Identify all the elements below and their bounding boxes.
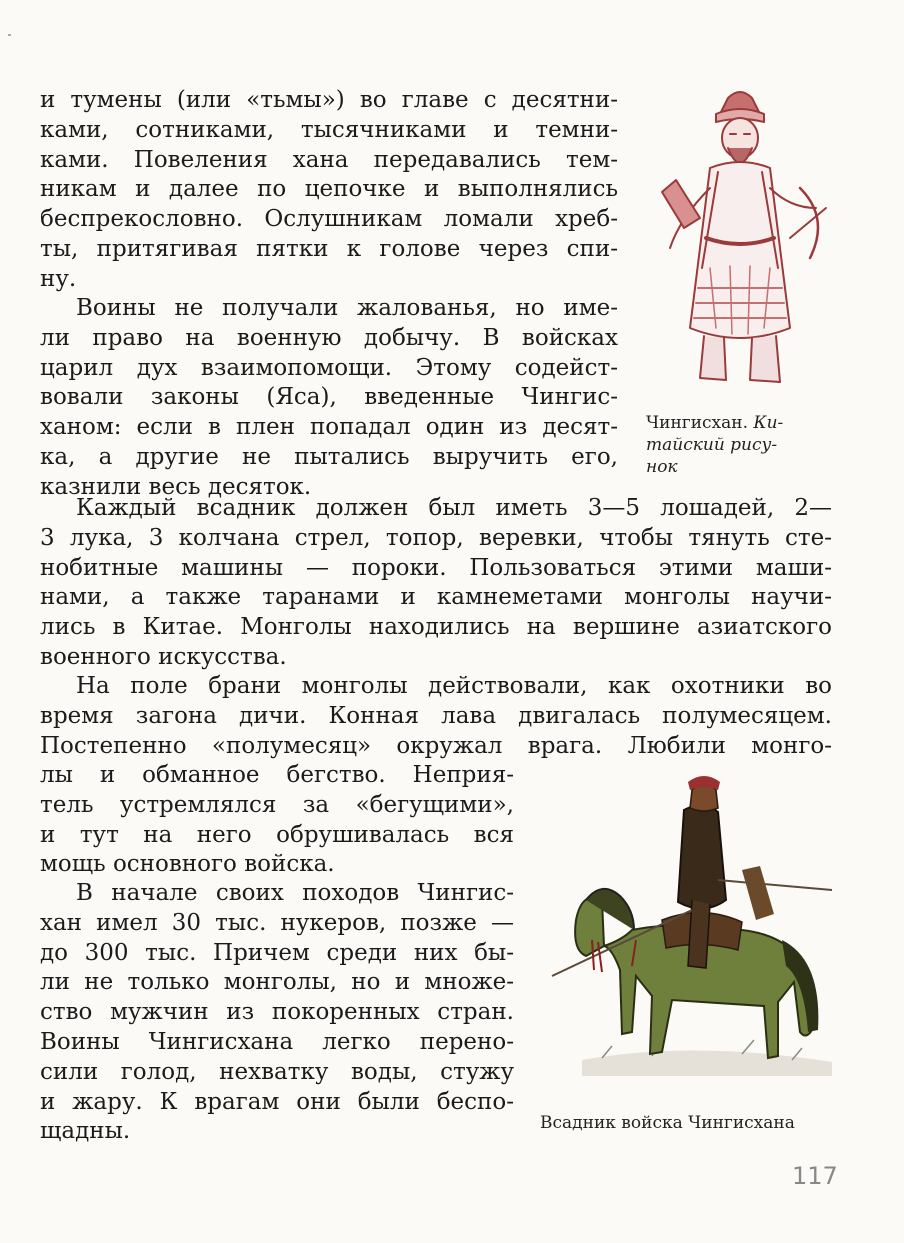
text-line: и тут на него обрушивалась вся xyxy=(40,821,514,848)
text-line: ли не только монголы, но и множе- xyxy=(40,969,514,996)
text-line: хан имел 30 тыс. нукеров, позже — xyxy=(40,909,514,936)
text-line: ханом: если в плен попадал один из десят- xyxy=(40,414,618,441)
text-line: ка, а другие не пытались выручить его, xyxy=(40,443,618,470)
text-line: военного искусства. xyxy=(40,643,287,670)
text-line: 3 лука, 3 колчана стрел, топор, веревки, чтобы тянуть сте- xyxy=(40,524,832,551)
page-number: 117 xyxy=(792,1162,838,1190)
text-line: ну. xyxy=(40,265,77,292)
genghis-khan-illustration xyxy=(640,88,840,398)
text-line: Каждый всадник должен был иметь 3—5 лошадей, 2— xyxy=(76,495,832,521)
paragraph-battle-cont xyxy=(40,761,514,880)
caption-text-italic: Ки- xyxy=(753,413,784,433)
text-line: На поле брани монголы действовали, как охотники во xyxy=(76,673,832,699)
text-line: тель устремлялся за «бегущими», xyxy=(40,791,514,818)
text-line: до 300 тыс. Причем среди них бы- xyxy=(40,939,514,966)
paragraph-equipment xyxy=(40,494,832,673)
text-line: нобитные машины — пороки. Пользоваться этими маши- xyxy=(40,554,832,581)
text-line: щадны. xyxy=(40,1118,131,1145)
text-line: ками. Повеления хана передавались тем- xyxy=(40,146,618,173)
text-line: мощь основного войска. xyxy=(40,851,335,878)
text-line: никам и далее по цепочке и выполнялись xyxy=(40,176,618,203)
caption-line xyxy=(646,456,783,478)
text-line: царил дух взаимопомощи. Этому содейст- xyxy=(40,354,618,381)
caption-text-italic: нок xyxy=(646,457,678,477)
caption-horseman: Всадник войска Чингисхана xyxy=(540,1113,795,1133)
caption-line xyxy=(646,412,783,434)
caption-text: Чингисхан. xyxy=(646,413,754,433)
text-line: ство мужчин из покоренных стран. xyxy=(40,999,514,1026)
text-line: время загона дичи. Конная лава двигалась полумесяцем. xyxy=(40,702,832,729)
paragraph-nukers xyxy=(40,879,514,1147)
caption-text-italic: тайский рису- xyxy=(646,435,778,455)
caption-genghis-khan xyxy=(646,412,783,478)
paragraph-tumens xyxy=(40,86,618,295)
text-line: сили голод, нехватку воды, стужу xyxy=(40,1058,514,1085)
text-line: Постепенно «полумесяц» окружал врага. Любили монго- xyxy=(40,732,832,759)
text-line: нами, а также таранами и камнеметами монголы научи- xyxy=(40,584,832,611)
text-line: лы и обманное бегство. Неприя- xyxy=(40,762,514,788)
text-line: ками, сотниками, тысячниками и темни- xyxy=(40,116,618,143)
scan-speck xyxy=(8,34,11,36)
paragraph-battle xyxy=(40,672,832,761)
mongol-horseman-illustration xyxy=(542,770,842,1080)
text-line: вовали законы (Яса), введенные Чингис- xyxy=(40,384,618,411)
text-line: Воины Чингисхана легко перено- xyxy=(40,1028,514,1055)
text-line: ли право на военную добычу. В войсках xyxy=(40,324,618,351)
caption-line xyxy=(646,434,783,456)
text-line: ты, притягивая пятки к голове через спи- xyxy=(40,235,618,262)
text-line: и жару. К врагам они были беспо- xyxy=(40,1088,514,1115)
text-line: лись в Китае. Монголы находились на вершине азиатского xyxy=(40,614,832,641)
text-line: Воины не получали жалованья, но име- xyxy=(76,295,618,321)
paragraph-warriors xyxy=(40,294,618,503)
text-line: В начале своих походов Чингис- xyxy=(76,880,514,906)
text-line: беспрекословно. Ослушникам ломали хреб- xyxy=(40,206,618,233)
text-line: казнили весь десяток. xyxy=(40,473,312,500)
text-line: и тумены (или «тьмы») во главе с десятни- xyxy=(40,87,618,113)
